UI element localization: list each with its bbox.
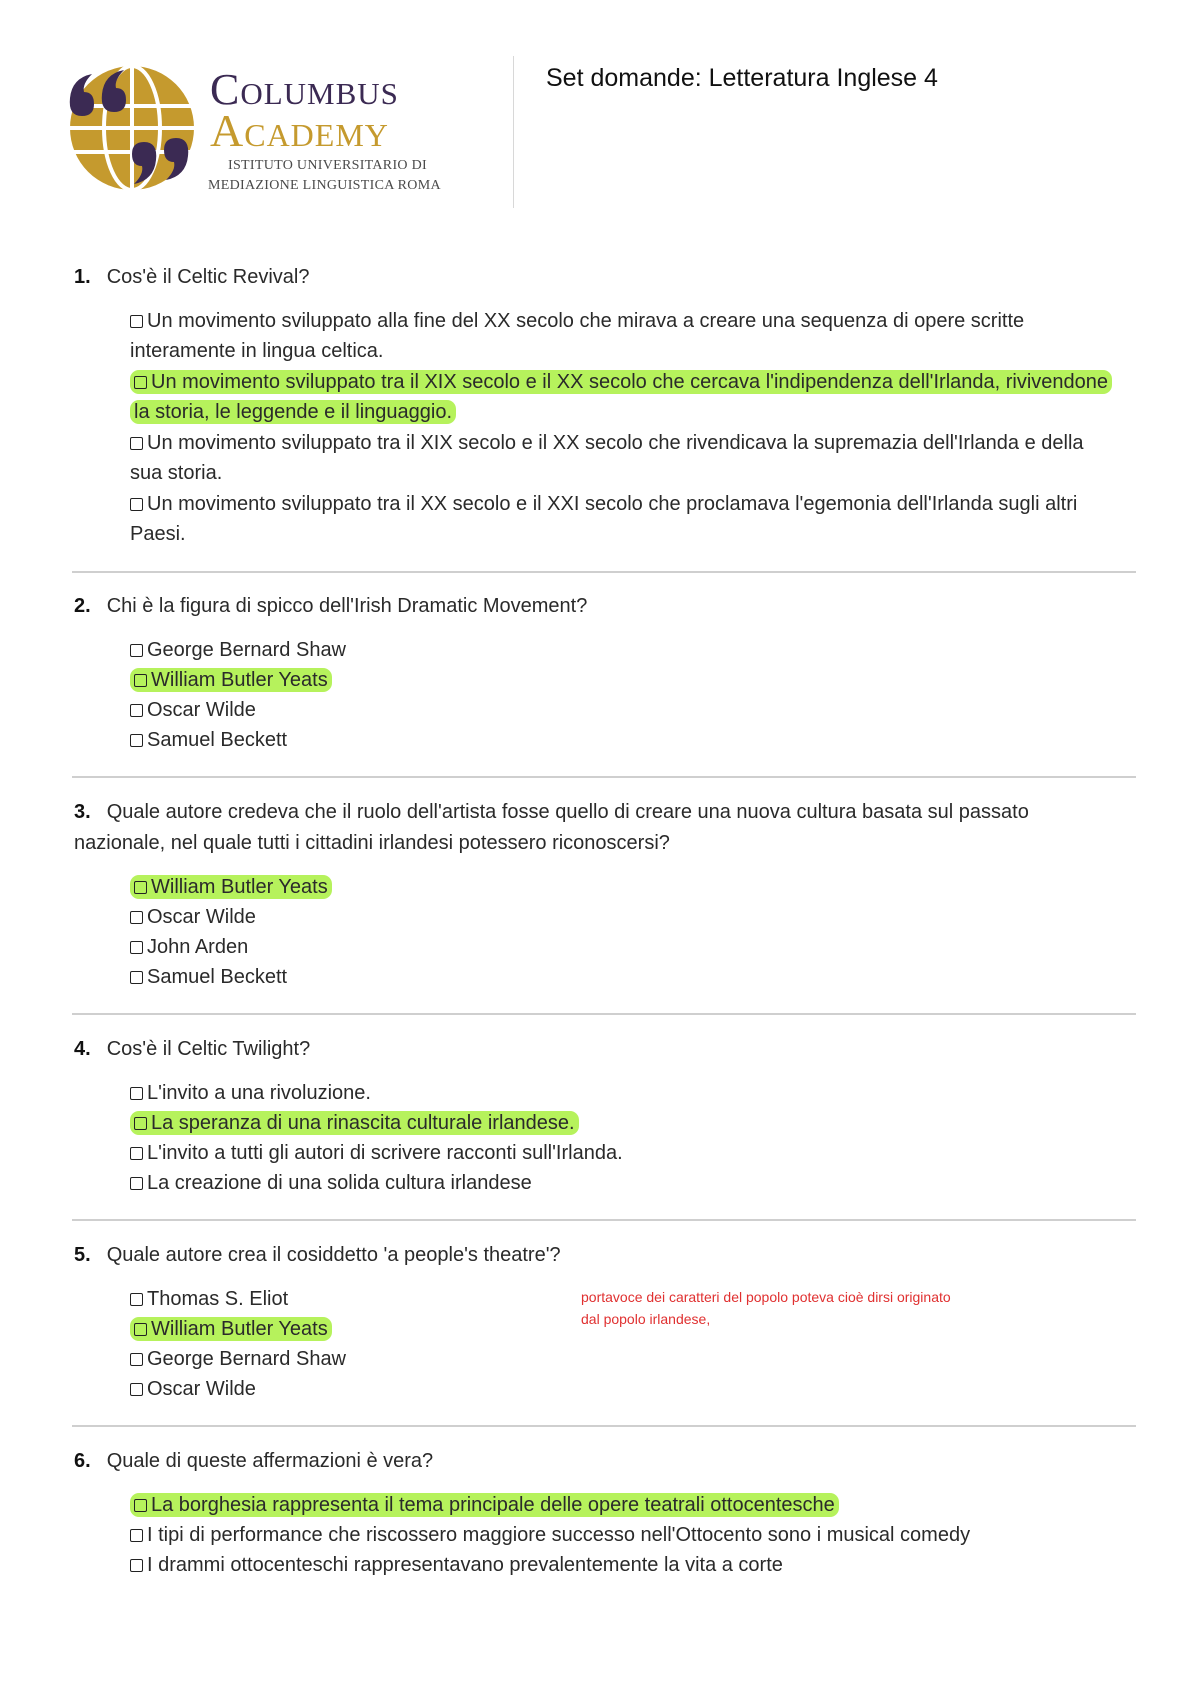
- option-4d[interactable]: [130, 1168, 1120, 1198]
- option-text: George Bernard Shaw: [147, 639, 347, 661]
- logo-wordmark-academy: Academy: [210, 105, 389, 156]
- question-separator: [72, 776, 1136, 778]
- option-2a[interactable]: [130, 635, 1120, 665]
- checkbox-icon[interactable]: [130, 704, 143, 717]
- option-text: Oscar Wilde: [147, 906, 256, 928]
- option-3a-correct[interactable]: [130, 872, 1120, 902]
- checkbox-icon[interactable]: [130, 1147, 143, 1160]
- option-5d[interactable]: [130, 1374, 550, 1404]
- option-6c[interactable]: [130, 1550, 1120, 1580]
- checkbox-icon[interactable]: [130, 498, 143, 511]
- columbus-academy-logo: [62, 58, 482, 208]
- option-text: Un movimento sviluppato tra il XIX secolo e il XX secolo che rivendicava la supremazia dell'Irlanda e della sua storia.: [130, 432, 1084, 484]
- option-1c[interactable]: [130, 428, 1120, 488]
- question-separator: [72, 1219, 1136, 1221]
- checkbox-icon[interactable]: [130, 315, 143, 328]
- option-text: John Arden: [147, 936, 249, 958]
- logo-subtitle-line2: MEDIAZIONE LINGUISTICA ROMA: [208, 178, 441, 193]
- option-text: George Bernard Shaw: [147, 1348, 347, 1370]
- page-header: [0, 0, 1200, 220]
- question-number: 2.: [74, 595, 91, 617]
- question-separator: [72, 1425, 1136, 1427]
- question-4: [74, 1034, 1124, 1065]
- checkbox-icon[interactable]: [134, 881, 147, 894]
- handwritten-note: portavoce dei caratteri del popolo poteva cioè dirsi originato dal popolo irlandese,: [581, 1289, 951, 1327]
- option-text: Oscar Wilde: [147, 699, 256, 721]
- question-6: [74, 1446, 1124, 1477]
- option-text: L'invito a una rivoluzione.: [147, 1082, 371, 1104]
- question-number: 5.: [74, 1244, 91, 1266]
- checkbox-icon[interactable]: [134, 674, 147, 687]
- option-text: Thomas S. Eliot: [147, 1288, 289, 1310]
- checkbox-icon[interactable]: [130, 1529, 143, 1542]
- question-number: 4.: [74, 1038, 91, 1060]
- question-text: Quale di queste affermazioni è vera?: [106, 1450, 434, 1472]
- option-1b-correct[interactable]: [130, 367, 1120, 427]
- question-3: [74, 797, 1124, 859]
- checkbox-icon[interactable]: [130, 911, 143, 924]
- question-separator: [72, 1013, 1136, 1015]
- option-3b[interactable]: [130, 902, 1120, 932]
- checkbox-icon[interactable]: [130, 734, 143, 747]
- checkbox-icon[interactable]: [130, 1559, 143, 1572]
- question-text: Chi è la figura di spicco dell'Irish Dramatic Movement?: [106, 595, 588, 617]
- option-2b-correct[interactable]: [130, 665, 1120, 695]
- option-4c[interactable]: [130, 1138, 1120, 1168]
- option-5c[interactable]: [130, 1344, 550, 1374]
- option-6b[interactable]: [130, 1520, 1120, 1550]
- question-number: 6.: [74, 1450, 91, 1472]
- answer-highlight: [130, 370, 1112, 424]
- globe-quotes-icon: [62, 58, 196, 196]
- checkbox-icon[interactable]: [134, 1323, 147, 1336]
- option-3d[interactable]: [130, 962, 1120, 992]
- logo-wordmark-columbus: Columbus: [210, 65, 399, 114]
- option-text: William Butler Yeats: [151, 876, 328, 898]
- answer-highlight: [130, 668, 332, 692]
- option-text: L'invito a tutti gli autori di scrivere racconti sull'Irlanda.: [147, 1142, 623, 1164]
- header-divider: [513, 56, 514, 208]
- question-text: Cos'è il Celtic Revival?: [106, 266, 310, 288]
- option-text: Un movimento sviluppato tra il XX secolo e il XXI secolo che proclamava l'egemonia dell'Irlanda sugli altri Paesi.: [130, 493, 1078, 545]
- answer-highlight: [130, 875, 332, 899]
- option-text: Samuel Beckett: [147, 729, 288, 751]
- question-number: 3.: [74, 801, 91, 823]
- checkbox-icon[interactable]: [134, 376, 147, 389]
- logo-subtitle-line1: ISTITUTO UNIVERSITARIO DI: [228, 158, 427, 173]
- answer-highlight: [130, 1317, 332, 1341]
- option-text: La creazione di una solida cultura irlandese: [147, 1172, 532, 1194]
- checkbox-icon[interactable]: [130, 1353, 143, 1366]
- option-5b-correct[interactable]: [130, 1314, 550, 1344]
- question-2: [74, 591, 1124, 622]
- option-1d[interactable]: [130, 489, 1120, 549]
- option-text: La speranza di una rinascita culturale irlandese.: [151, 1112, 575, 1134]
- option-text: Oscar Wilde: [147, 1378, 256, 1400]
- option-1a[interactable]: [130, 306, 1120, 366]
- checkbox-icon[interactable]: [130, 644, 143, 657]
- option-text: Un movimento sviluppato tra il XIX secolo e il XX secolo che cercava l'indipendenza dell'Irlanda, rivivendone la storia, le leggende e il linguaggio.: [134, 371, 1109, 423]
- checkbox-icon[interactable]: [130, 941, 143, 954]
- question-1: [74, 262, 1124, 293]
- checkbox-icon[interactable]: [130, 437, 143, 450]
- option-4b-correct[interactable]: [130, 1108, 1120, 1138]
- checkbox-icon[interactable]: [130, 1087, 143, 1100]
- checkbox-icon[interactable]: [130, 1293, 143, 1306]
- option-text: Un movimento sviluppato alla fine del XX secolo che mirava a creare una sequenza di opere scritte interamente in lingua celtica.: [130, 310, 1025, 362]
- option-text: Samuel Beckett: [147, 966, 288, 988]
- checkbox-icon[interactable]: [134, 1499, 147, 1512]
- answer-highlight: [130, 1493, 839, 1517]
- question-separator: [72, 571, 1136, 573]
- option-5a[interactable]: [130, 1284, 550, 1314]
- option-text: William Butler Yeats: [151, 669, 328, 691]
- option-2d[interactable]: [130, 725, 1120, 755]
- option-text: I drammi ottocenteschi rappresentavano prevalentemente la vita a corte: [147, 1554, 783, 1576]
- option-6a-correct[interactable]: [130, 1490, 1120, 1520]
- answer-highlight: [130, 1111, 579, 1135]
- question-text: Quale autore crea il cosiddetto 'a people's theatre'?: [106, 1244, 561, 1266]
- document-title: Set domande: Letteratura Inglese 4: [546, 64, 938, 92]
- checkbox-icon[interactable]: [134, 1117, 147, 1130]
- question-text: Cos'è il Celtic Twilight?: [106, 1038, 311, 1060]
- option-3c[interactable]: [130, 932, 1120, 962]
- checkbox-icon[interactable]: [130, 1177, 143, 1190]
- option-4a[interactable]: [130, 1078, 1120, 1108]
- checkbox-icon[interactable]: [130, 1383, 143, 1396]
- option-2c[interactable]: [130, 695, 1120, 725]
- option-text: William Butler Yeats: [151, 1318, 328, 1340]
- checkbox-icon[interactable]: [130, 971, 143, 984]
- question-number: 1.: [74, 266, 91, 288]
- option-text: La borghesia rappresenta il tema principale delle opere teatrali ottocentesche: [151, 1494, 835, 1516]
- option-text: I tipi di performance che riscossero maggiore successo nell'Ottocento sono i musical comedy: [147, 1524, 971, 1546]
- question-5: [74, 1240, 1124, 1271]
- question-text: Quale autore credeva che il ruolo dell'artista fosse quello di creare una nuova cultura basata sul passato nazionale, nel quale tutti i cittadini irlandesi potessero riconoscersi?: [74, 801, 1029, 854]
